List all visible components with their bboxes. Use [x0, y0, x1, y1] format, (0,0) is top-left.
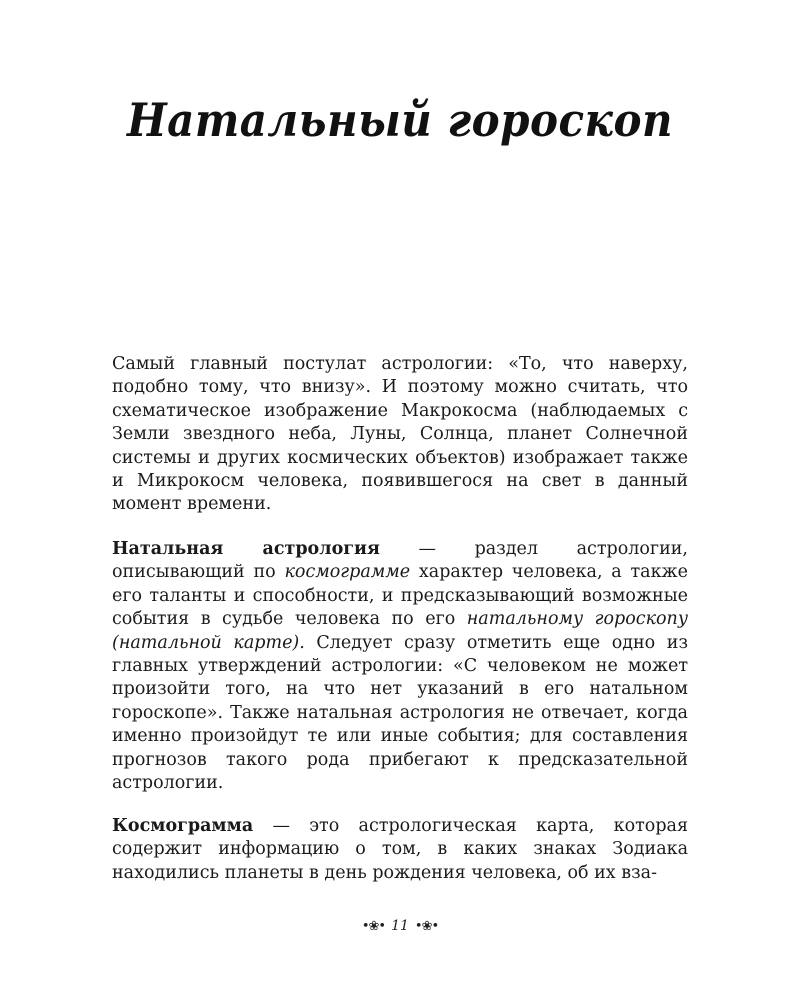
ornament-left-icon: •❀• [361, 918, 386, 934]
term-cosmogram: Космограмма [112, 816, 254, 836]
paragraph-text: Самый главный постулат астрологии: «То, что наверху, подобно тому, что внизу». И поэтому можно считать, что схематическое изображение Макрокосма (наблюдаемых с Земли звездного неба, Луны, Солнца, планет Солнечной системы и других космических объектов) изображает также и Микрокосм человека, появившегося на свет в данный момент времени. [112, 354, 688, 515]
emphasis-cosmogram: космограмме [284, 562, 411, 583]
paragraph-text: — раздел астрологии, описывающий по [112, 539, 688, 583]
page-footer [0, 918, 800, 934]
paragraph-text: характер человека, а также его таланты и способности, и предсказывающий возможные события в судьбе человека по его [112, 562, 688, 630]
emphasis-natal-horoscope: натальному гороскопу (натальной карте). [112, 609, 688, 653]
paragraph-postulate [112, 353, 688, 517]
chapter-title: Натальный гороскоп [126, 94, 674, 147]
paragraph-natal-astrology [112, 538, 688, 795]
ornament-right-icon: •❀• [414, 918, 439, 934]
paragraph-text: Следует сразу отметить еще одно из главных утверждений астрологии: «С человеком не может произойти того, на что нет указаний в его натальном гороскопе». Также натальная астрология не отвечает, когда именно произойдут те или иные события; для составления прогнозов такого рода прибегают к предсказательной астрологии. [112, 632, 688, 794]
paragraph-text: — это астрологическая карта, которая содержит информацию о том, в каких знаках Зодиака находились планеты в день рождения человека, об их вза- [112, 816, 688, 883]
term-natal-astrology: Натальная астрология [112, 539, 380, 559]
paragraph-cosmogram [112, 815, 688, 885]
page-number: 11 [391, 918, 409, 934]
